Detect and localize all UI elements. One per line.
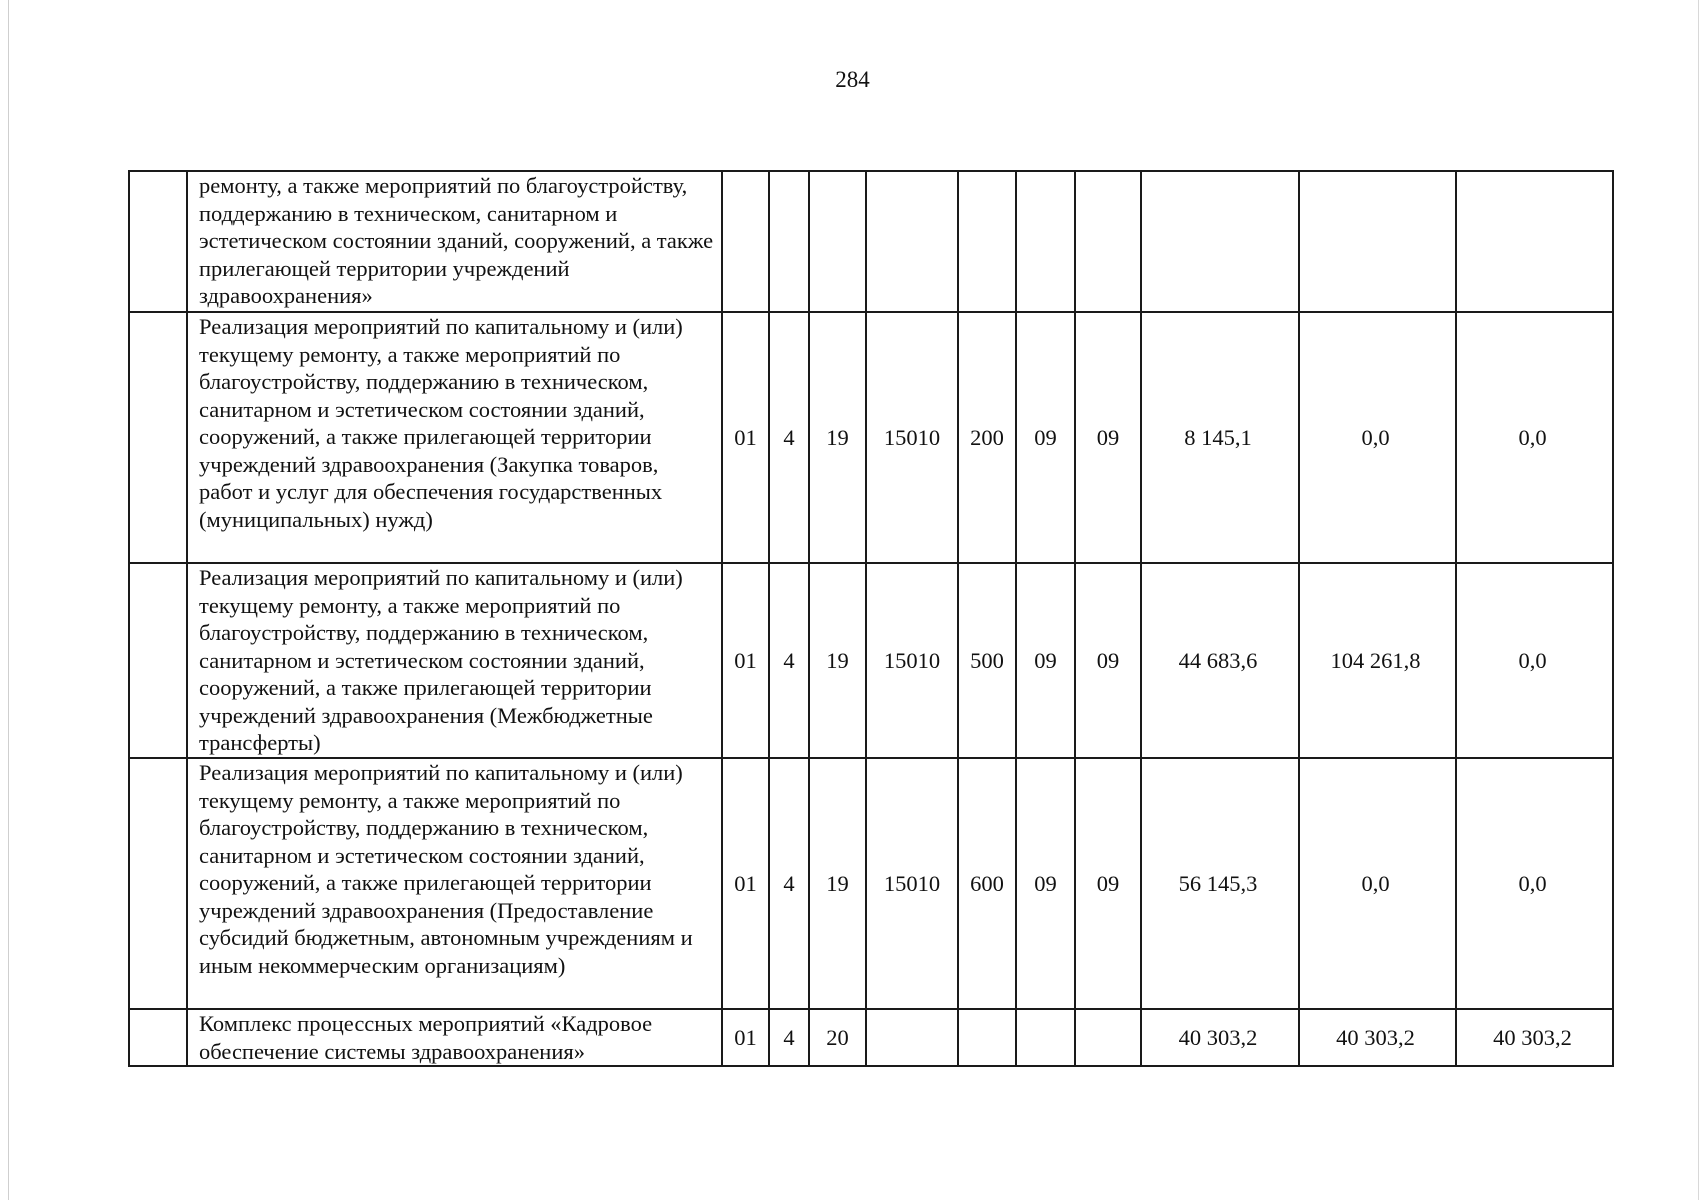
item-name-cell: Реализация мероприятий по капитальному и (или) текущему ремонту, а также мероприятий по благоустройству, поддержанию в техническом, санитарном и эстетическом состоянии зданий, сооружений, а также прилегающей территории учреждений здравоохранения (Межбюджетные трансферты) [187, 563, 722, 758]
item-name-cell: ремонту, а также мероприятий по благоустройству, поддержанию в техническом, санитарном и эстетическом состоянии зданий, сооружений, а также прилегающей территории учреждений здравоохранения» [187, 171, 722, 312]
item-name-cell: Комплекс процессных мероприятий «Кадровое обеспечение системы здравоохранения» [187, 1009, 722, 1066]
code-cell: 09 [1075, 758, 1141, 1009]
code-cell [722, 171, 769, 312]
code-cell [1075, 171, 1141, 312]
amount-cell: 0,0 [1299, 312, 1456, 563]
code-cell [1016, 171, 1075, 312]
table-row [129, 312, 1613, 563]
amount-cell: 0,0 [1456, 758, 1613, 1009]
code-cell [1075, 1009, 1141, 1066]
amount-cell: 56 145,3 [1141, 758, 1299, 1009]
code-cell: 09 [1016, 563, 1075, 758]
code-cell: 19 [809, 563, 866, 758]
code-cell: 4 [769, 312, 809, 563]
code-cell: 20 [809, 1009, 866, 1066]
row-number-cell [129, 312, 187, 563]
code-cell: 4 [769, 563, 809, 758]
amount-cell [1299, 171, 1456, 312]
code-cell [958, 1009, 1016, 1066]
table-row [129, 1009, 1613, 1066]
amount-cell: 44 683,6 [1141, 563, 1299, 758]
code-cell: 4 [769, 1009, 809, 1066]
code-cell: 15010 [866, 758, 958, 1009]
code-cell: 600 [958, 758, 1016, 1009]
code-cell: 01 [722, 563, 769, 758]
code-cell [1016, 1009, 1075, 1066]
code-cell: 09 [1075, 312, 1141, 563]
code-cell: 4 [769, 758, 809, 1009]
amount-cell: 0,0 [1299, 758, 1456, 1009]
code-cell: 09 [1016, 758, 1075, 1009]
item-name-cell: Реализация мероприятий по капитальному и (или) текущему ремонту, а также мероприятий по благоустройству, поддержанию в техническом, санитарном и эстетическом состоянии зданий, сооружений, а также прилегающей территории учреждений здравоохранения (Предоставление субсидий бюджетным, автономным учреждениям и иным некоммерческим организациям) [187, 758, 722, 1009]
row-number-cell [129, 563, 187, 758]
code-cell [958, 171, 1016, 312]
code-cell [866, 171, 958, 312]
row-number-cell [129, 758, 187, 1009]
code-cell: 09 [1075, 563, 1141, 758]
code-cell [809, 171, 866, 312]
scan-edge-left [8, 0, 9, 1200]
amount-cell: 40 303,2 [1456, 1009, 1613, 1066]
code-cell: 19 [809, 758, 866, 1009]
amount-cell: 40 303,2 [1141, 1009, 1299, 1066]
code-cell: 01 [722, 1009, 769, 1066]
amount-cell [1141, 171, 1299, 312]
code-cell: 09 [1016, 312, 1075, 563]
table-row [129, 758, 1613, 1009]
scan-edge-right [1698, 0, 1699, 1200]
amount-cell: 0,0 [1456, 312, 1613, 563]
code-cell: 19 [809, 312, 866, 563]
code-cell: 01 [722, 312, 769, 563]
code-cell: 500 [958, 563, 1016, 758]
row-number-cell [129, 171, 187, 312]
amount-cell [1456, 171, 1613, 312]
amount-cell: 0,0 [1456, 563, 1613, 758]
code-cell: 15010 [866, 563, 958, 758]
amount-cell: 8 145,1 [1141, 312, 1299, 563]
code-cell [866, 1009, 958, 1066]
budget-table [128, 170, 1614, 1067]
amount-cell: 104 261,8 [1299, 563, 1456, 758]
table-row [129, 563, 1613, 758]
table-row [129, 171, 1613, 312]
item-name-cell: Реализация мероприятий по капитальному и (или) текущему ремонту, а также мероприятий по благоустройству, поддержанию в техническом, санитарном и эстетическом состоянии зданий, сооружений, а также прилегающей территории учреждений здравоохранения (Закупка товаров, работ и услуг для обеспечения государственных (муниципальных) нужд) [187, 312, 722, 563]
code-cell: 15010 [866, 312, 958, 563]
row-number-cell [129, 1009, 187, 1066]
page-number: 284 [835, 67, 870, 92]
amount-cell: 40 303,2 [1299, 1009, 1456, 1066]
code-cell [769, 171, 809, 312]
code-cell: 200 [958, 312, 1016, 563]
code-cell: 01 [722, 758, 769, 1009]
